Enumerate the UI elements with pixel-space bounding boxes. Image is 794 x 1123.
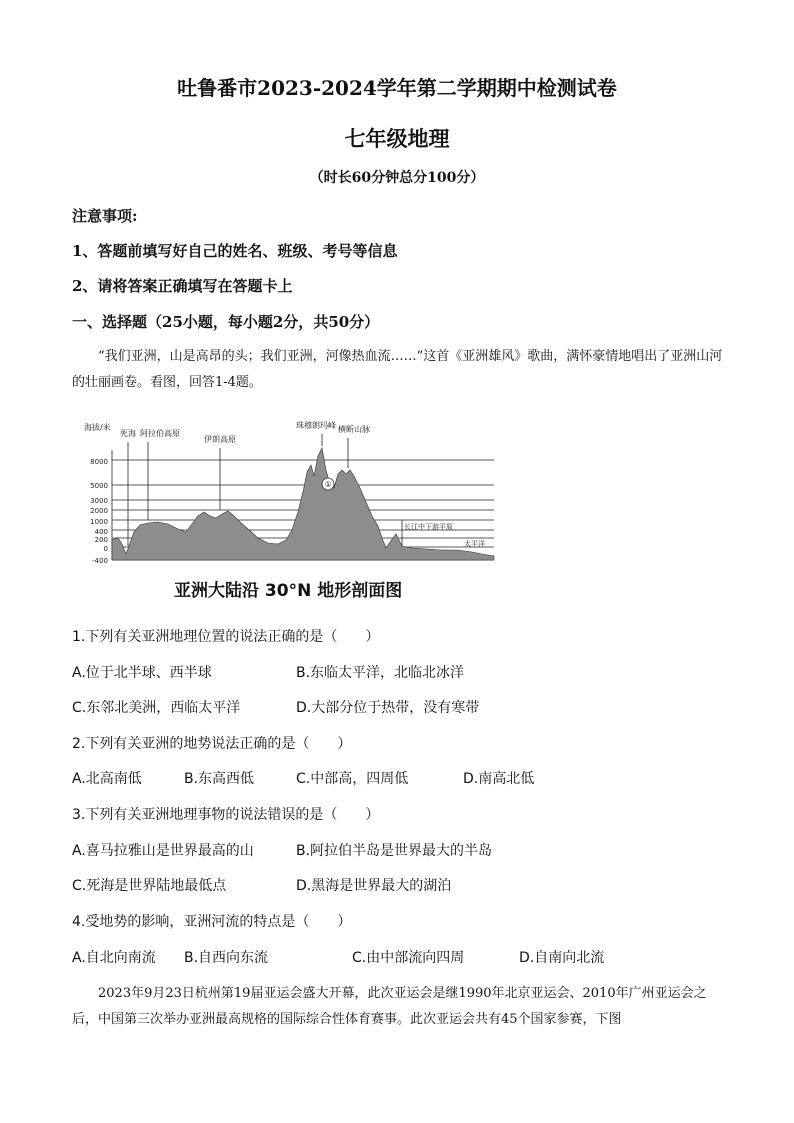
question-3-option-b[interactable]: B.阿拉伯半岛是世界最大的半岛 [296, 843, 493, 859]
passage-2: 2023年9月23日杭州第19届亚运会盛大开幕，此次亚运会是继1990年北京亚运会、2010年广州亚运会之后，中国第三次举办亚洲最高规格的国际综合性体育赛事。此次亚运会共有45个国家参赛，下图 [72, 986, 707, 1027]
y-tick: 2000 [90, 507, 108, 515]
question-4-stem: 4.受地势的影响，亚洲河流的特点是（ ） [72, 914, 352, 930]
question-1-option-b[interactable]: B.东临太平洋，北临北冰洋 [296, 665, 465, 681]
exam-title: 吐鲁番市2023-2024学年第二学期期中检测试卷 [177, 76, 617, 100]
label-dead-sea: 死海 [120, 429, 136, 438]
figure-caption: 亚洲大陆沿 30°N 地形剖面图 [174, 581, 403, 601]
question-4-option-d[interactable]: D.自南向北流 [519, 950, 605, 966]
label-everest: 珠穆朗玛峰 [296, 421, 336, 430]
y-tick: 1000 [90, 518, 108, 526]
question-1-option-a[interactable]: A.位于北半球、西半球 [72, 665, 212, 681]
y-tick: 3000 [90, 497, 108, 505]
marker-label: ① [324, 480, 332, 489]
question-3-stem: 3.下列有关亚洲地理事物的说法错误的是（ ） [72, 807, 380, 823]
y-tick: 400 [94, 528, 108, 536]
y-tick: 5000 [90, 482, 108, 490]
label-hengduan: 横断山脉 [338, 425, 370, 434]
label-pacific: 太平洋 [464, 540, 485, 548]
terrain-profile-figure [82, 412, 502, 612]
question-2-option-d[interactable]: D.南高北低 [463, 771, 535, 787]
question-4-option-c[interactable]: C.由中部流向四周 [352, 950, 465, 966]
question-4-option-b[interactable]: B.自西向东流 [184, 950, 269, 966]
label-iran: 伊朗高原 [204, 435, 236, 444]
question-2-option-b[interactable]: B.东高西低 [184, 771, 255, 787]
terrain-silhouette [112, 448, 494, 560]
question-3-option-c[interactable]: C.死海是世界陆地最低点 [72, 878, 227, 894]
time-note: （时长60分钟总分100分） [309, 170, 485, 186]
question-2-option-a[interactable]: A.北高南低 [72, 771, 142, 787]
y-axis-label: 海拔/米 [84, 423, 111, 432]
y-tick: 8000 [90, 458, 108, 466]
label-arabia: 阿拉伯高原 [140, 429, 180, 438]
question-3-option-d[interactable]: D.黑海是世界最大的湖泊 [296, 878, 452, 894]
y-tick: 200 [94, 536, 108, 544]
question-1-stem: 1.下列有关亚洲地理位置的说法正确的是（ ） [72, 629, 380, 645]
label-yangtze: 长江中下游平原 [404, 523, 453, 531]
y-tick: 0 [103, 545, 108, 553]
question-1-option-d[interactable]: D.大部分位于热带，没有寒带 [296, 700, 480, 716]
question-4-option-a[interactable]: A.自北向南流 [72, 950, 156, 966]
section-heading: 一、选择题（25小题，每小题2分，共50分） [72, 313, 380, 331]
question-3-option-a[interactable]: A.喜马拉雅山是世界最高的山 [72, 843, 254, 859]
notice-item-1: 1、答题前填写好自己的姓名、班级、考号等信息 [72, 242, 398, 260]
y-tick: -400 [92, 557, 108, 565]
intro-passage: “我们亚洲，山是高昂的头；我们亚洲，河像热血流……”这首《亚洲雄风》歌曲，满怀豪情地唱出了亚洲山河的壮丽画卷。看图，回答1-4题。 [72, 349, 723, 390]
question-2-stem: 2.下列有关亚洲的地势说法正确的是（ ） [72, 736, 352, 752]
question-1-option-c[interactable]: C.东邻北美洲，西临太平洋 [72, 700, 241, 716]
notice-item-2: 2、请将答案正确填写在答题卡上 [72, 277, 293, 295]
notice-heading: 注意事项: [72, 207, 138, 225]
question-2-option-c[interactable]: C.中部高，四周低 [296, 771, 409, 787]
subject-title: 七年级地理 [344, 126, 450, 151]
